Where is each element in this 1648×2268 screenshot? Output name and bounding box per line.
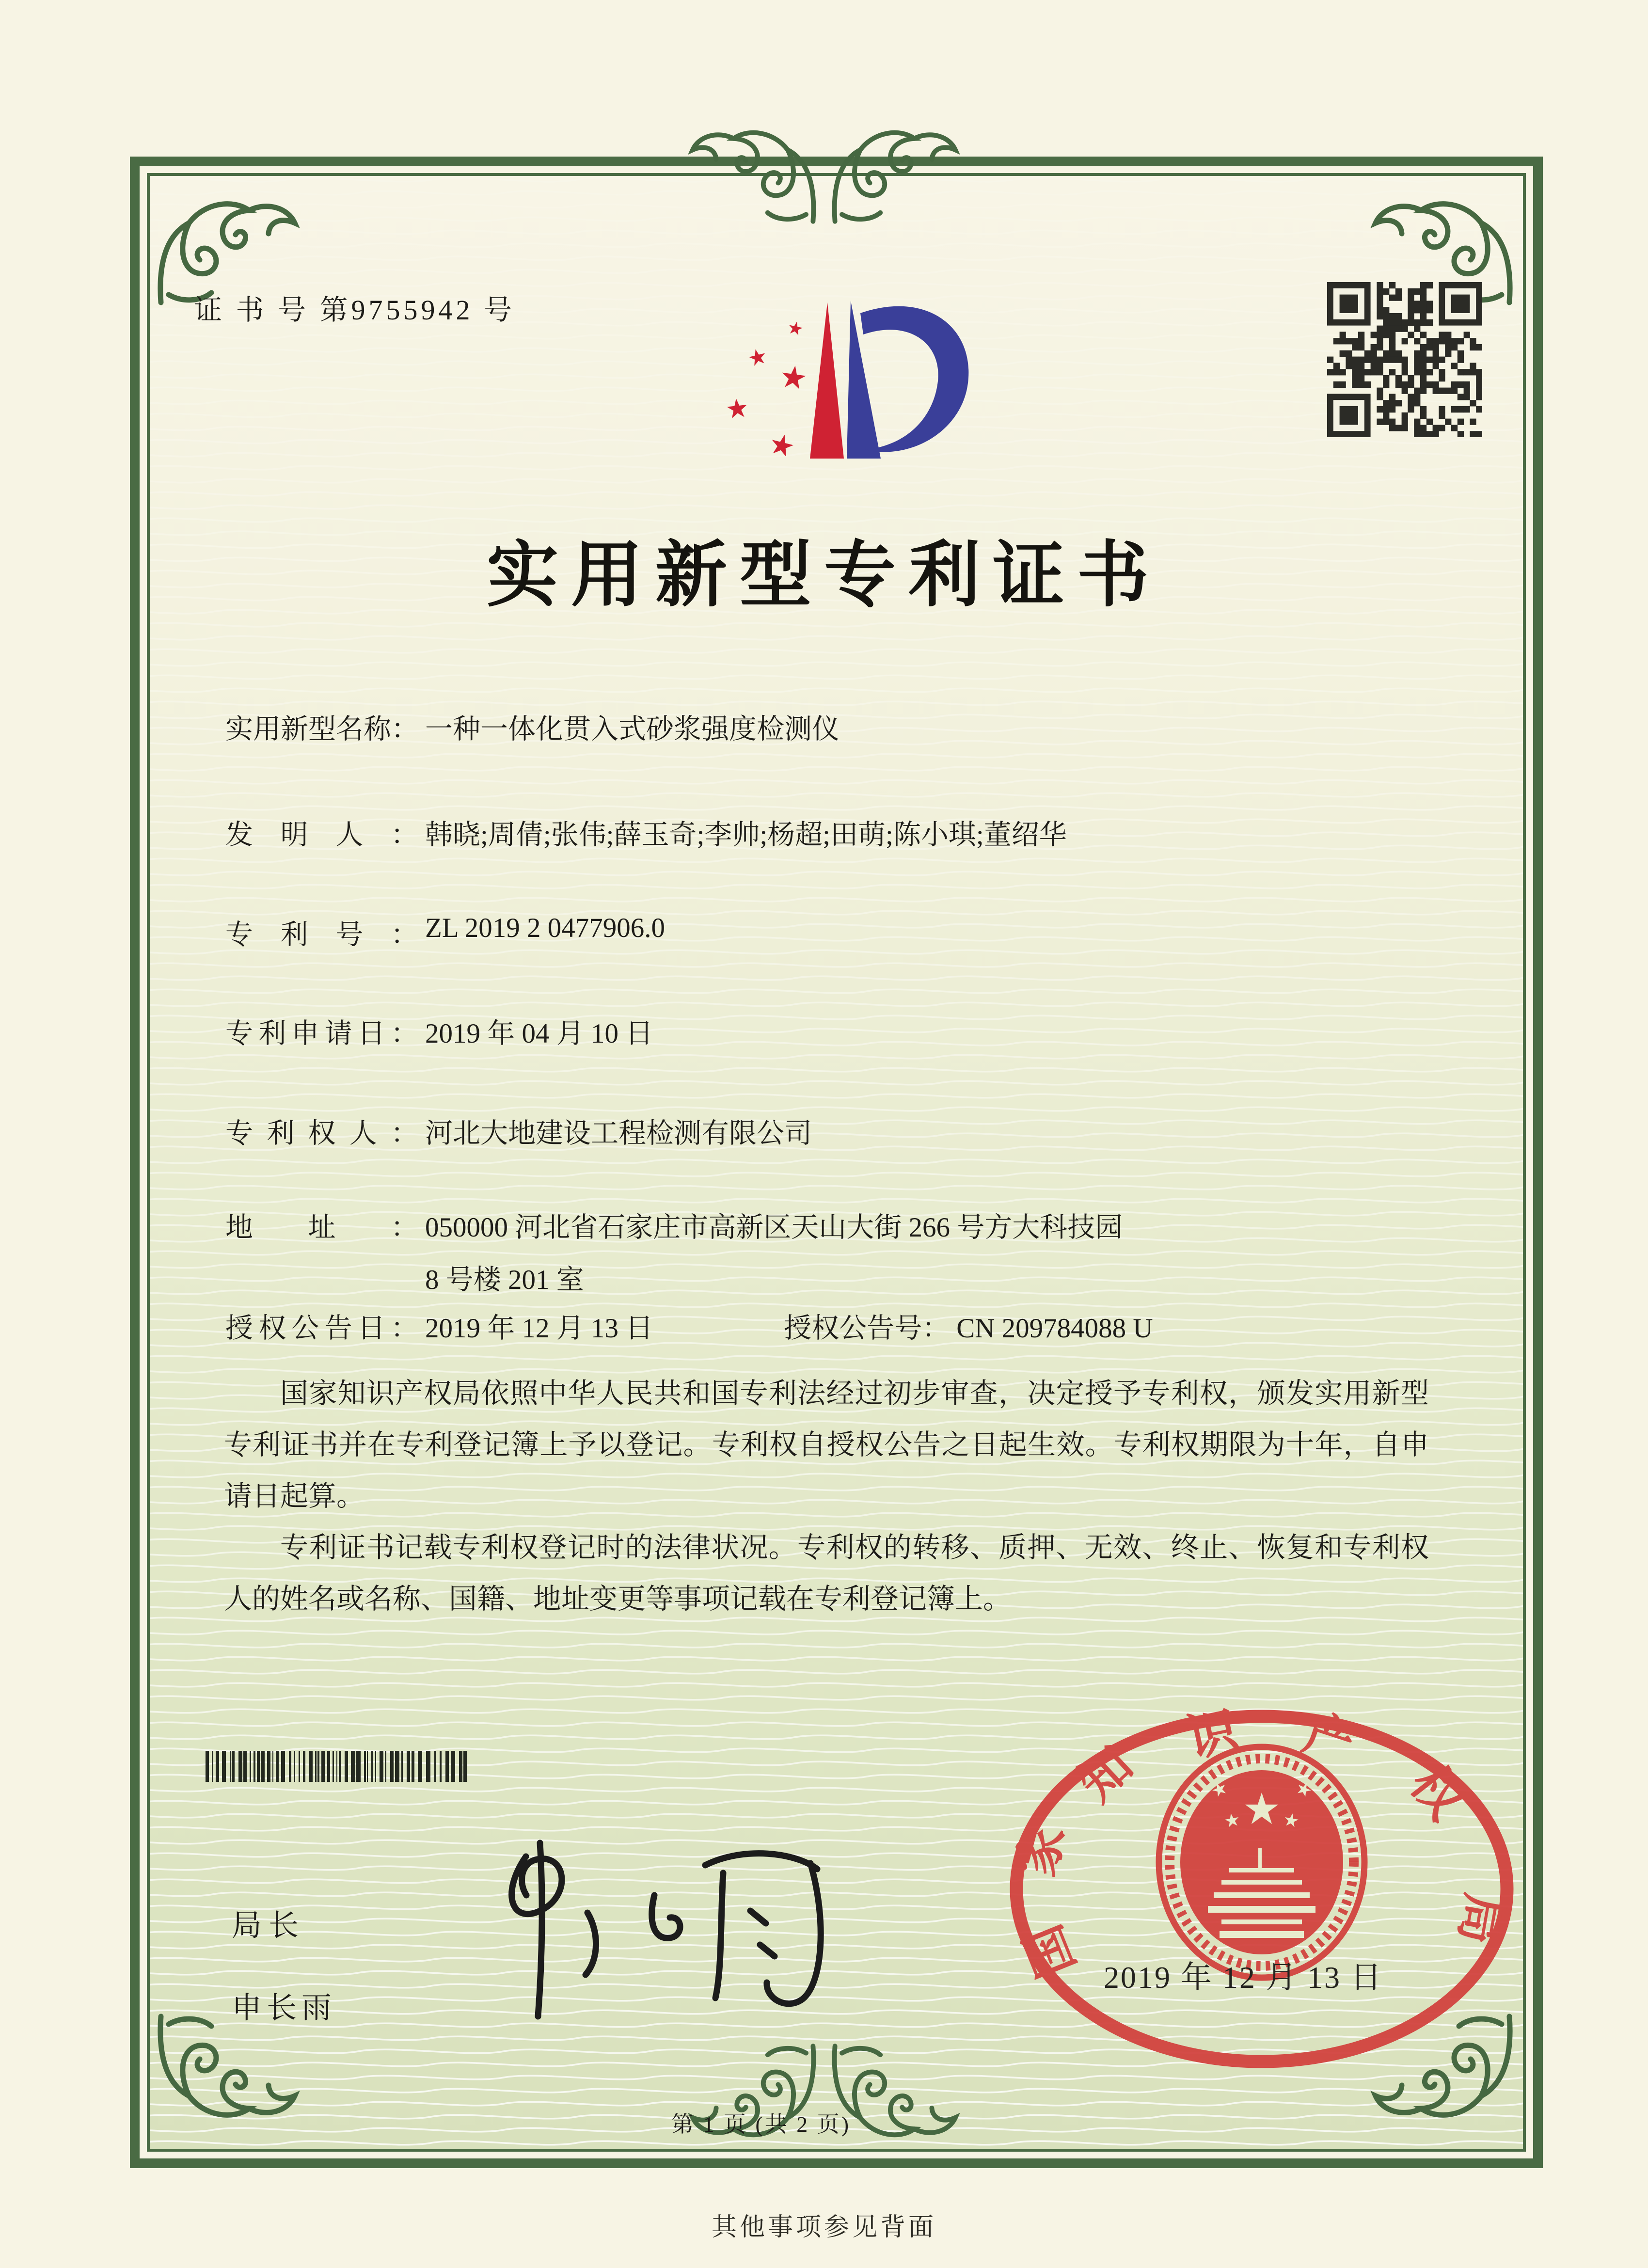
field-value: ZL 2019 2 0477906.0 bbox=[425, 913, 666, 943]
barcode-icon bbox=[206, 1751, 470, 1782]
field-row-patentee bbox=[225, 1111, 812, 1151]
seal-date: 2019 年 12 月 13 日 bbox=[1104, 1960, 1383, 1995]
qr-code-icon bbox=[1327, 282, 1482, 437]
field-row-grant bbox=[225, 1306, 1153, 1346]
field-value: 河北大地建设工程检测有限公司 bbox=[425, 1118, 812, 1149]
field-value: CN 209784088 U bbox=[956, 1313, 1153, 1344]
back-side-note: 其他事项参见背面 bbox=[711, 2214, 936, 2241]
field-value: 韩晓;周倩;张伟;薛玉奇;李帅;杨超;田萌;陈小琪;董绍华 bbox=[425, 820, 1067, 850]
svg-text:权: 权 bbox=[1399, 1756, 1474, 1830]
national-emblem-seal-icon bbox=[1002, 1702, 1521, 2076]
field-label: 授权公告日： bbox=[225, 1313, 418, 1344]
director-name-label: 申长雨 bbox=[232, 1992, 337, 2025]
svg-text:家: 家 bbox=[1008, 1818, 1076, 1882]
certificate-number: 证 书 号 第9755942 号 bbox=[194, 294, 516, 326]
director-signature-icon bbox=[427, 1823, 872, 2026]
field-row-filing-date bbox=[225, 1011, 653, 1051]
director-title-label: 局长 bbox=[232, 1909, 306, 1942]
legal-paragraph: 国家知识产权局依照中华人民共和国专利法经过初步审查，决定授予专利权，颁发实用新型专利证书并在专利登记簿上予以登记。专利权自授权公告之日起生效。专利权期限为十年，自申请日起算。 bbox=[224, 1378, 1429, 1512]
svg-text:识: 识 bbox=[1182, 1702, 1243, 1768]
field-label: 专利号： bbox=[225, 920, 418, 950]
field-value-address-line2: 8 号楼 201 室 bbox=[425, 1265, 584, 1295]
field-label: 专利权人： bbox=[225, 1118, 418, 1149]
certificate-title: 实用新型专利证书 bbox=[487, 536, 1161, 616]
page-indicator: 第 1 页 (共 2 页) bbox=[671, 2112, 851, 2137]
field-row-name bbox=[225, 707, 840, 746]
cnipa-logo-icon bbox=[700, 256, 996, 462]
svg-text:局: 局 bbox=[1449, 1889, 1513, 1949]
field-label: 发明人： bbox=[225, 820, 418, 850]
field-label: 实用新型名称： bbox=[225, 714, 419, 745]
field-row-inventors bbox=[225, 812, 1067, 852]
field-label: 专利申请日： bbox=[225, 1018, 418, 1049]
svg-text:国: 国 bbox=[1015, 1917, 1086, 1985]
top-center-ornament-icon bbox=[693, 133, 813, 222]
field-value: 一种一体化贯入式砂浆强度检测仪 bbox=[425, 714, 840, 745]
field-value: 2019 年 12 月 13 日 bbox=[425, 1313, 653, 1344]
field-value: 2019 年 04 月 10 日 bbox=[425, 1018, 653, 1049]
svg-text:知: 知 bbox=[1068, 1737, 1143, 1812]
top-center-ornament-icon bbox=[835, 133, 955, 222]
legal-text bbox=[224, 1368, 1429, 1625]
national-emblem bbox=[1159, 1747, 1364, 1978]
field-row-address bbox=[225, 1205, 1123, 1245]
legal-paragraph: 专利证书记载专利权登记时的法律状况。专利权的转移、质押、无效、终止、恢复和专利权人的姓名或名称、国籍、地址变更等事项记载在专利登记簿上。 bbox=[224, 1532, 1429, 1615]
field-value: 050000 河北省石家庄市高新区天山大街 266 号方大科技园 bbox=[425, 1212, 1123, 1243]
corner-ornament-icon bbox=[160, 2016, 295, 2115]
field-row-patent-number bbox=[225, 912, 665, 952]
field-label: 授权公告号： bbox=[784, 1313, 950, 1344]
svg-text:产: 产 bbox=[1296, 1705, 1362, 1774]
field-label: 地址： bbox=[225, 1212, 418, 1243]
